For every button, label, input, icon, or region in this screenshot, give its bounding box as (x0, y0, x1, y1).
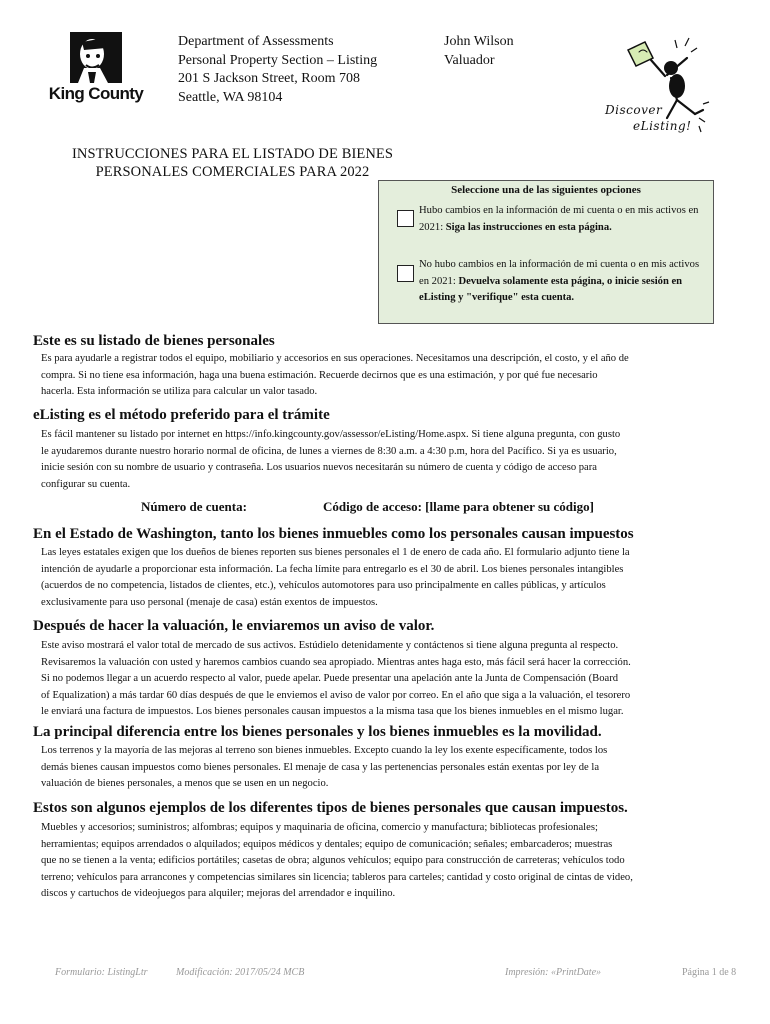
section-body: Las leyes estatales exigen que los dueños de bienes reporten sus bienes personales el 1 de enero de cada año. El formulario adjunto tiene la intención de ayudarle a proporcionar esta información. La fecha límite para entregarlo es el 30 de abril. Los bienes personales intangibles (acuerdos de no competencia, listados de clientes, etc.), vehículos automotores para uso principalmente en calles públicas, y artículos exclusivamente para uso personal (menaje de casa) están exentos de impuestos. (41, 547, 630, 608)
contact-block (444, 33, 514, 70)
department-address (178, 33, 377, 107)
section-body: Es fácil mantener su listado por internet en https://info.kingcounty.gov/assessor/eListing/Home.aspx. Si tiene alguna pregunta, con gusto le ayudaremos durante nuestro horario normal de oficina, de lunes a viernes de 8:30 a.m. a 4:30 p.m, hora del Pacífico. Si ya es usuario, inicie sesión con su nombre de usuario y contraseña. Los usuarios nuevos necesitarán su número de cuenta y código de acceso para configurar su cuenta. (41, 429, 621, 490)
options-heading: Seleccione una de las siguientes opciones (451, 184, 641, 196)
section-heading: Estos son algunos ejemplos de los diferentes tipos de bienes personales que causan impuestos. (33, 800, 628, 816)
king-county-portrait-icon (44, 32, 148, 84)
footer-form: Formulario: ListingLtr (55, 967, 148, 978)
option-changes-checkbox[interactable] (397, 210, 414, 227)
section-body: Este aviso mostrará el valor total de mercado de sus activos. Estúdielo detenidamente y contáctenos si tiene alguna pregunta al respecto. Revisaremos la valuación con usted y haremos cambios cuando sea apropiado. Mientras antes haga esto, más fácil será hacer la corrección. Si no podemos llegar a un acuerdo respecto al valor, puede apelar. Puede presentar una apelación ante la Junta de Compensación (Board of Equalization) a más tardar 60 días después de que le enviemos el aviso de valor por correo. En el año que siga a la valuación, el tesorero le enviará una factura de impuestos. Los bienes personales causan impuestos a la misma tasa que los bienes inmuebles en el mismo lugar. (41, 640, 631, 717)
section-body: Es para ayudarle a registrar todos el equipo, mobiliario y accesorios en sus operaciones. Necesitamos una descripción, el costo, y el año de compra. Si no tiene esa información, haga una buena estimación. Recuerde decirnos que es una estimación, y por qué fue necesario hacerla. Esta información se utiliza para calcular un valor tasado. (41, 353, 629, 397)
address-line: Department of Assessments (178, 34, 334, 49)
contact-name: John Wilson (444, 34, 514, 49)
footer-modified: Modificación: 2017/05/24 MCB (176, 967, 305, 978)
access-code-label: Código de acceso: [llame para obtener su código] (323, 499, 594, 514)
option-no-changes-checkbox[interactable] (397, 265, 414, 282)
section-heading: eListing es el método preferido para el trámite (33, 407, 330, 423)
section-heading: La principal diferencia entre los bienes personales y los bienes inmuebles es la movilidad. (33, 724, 602, 740)
page-title: INSTRUCCIONES PARA EL LISTADO DE BIENES PERSONALES COMERCIALES PARA 2022 (71, 146, 394, 180)
section-heading: En el Estado de Washington, tanto los bienes inmuebles como los personales causan impuestos (33, 526, 634, 542)
king-county-logo (44, 32, 148, 104)
account-number-label: Número de cuenta: (141, 499, 247, 514)
contact-role: Valuador (444, 52, 495, 68)
options-box (378, 180, 714, 324)
footer-printed: Impresión: «PrintDate» (505, 967, 602, 978)
discover-caption: Discover eListing! (605, 103, 692, 133)
section-body: Muebles y accesorios; suministros; alfombras; equipos y maquinaria de oficina, comercio y manufactura; bibliotecas profesionales; herramientas; equipos arrendados o alquilados; equipos médicos y dentales; equipo de comunicación; señales; embarcaderos; muestras que no se tienen a la venta; edificios portátiles; casetas de obra; algunos vehículos; equipo para construcción de carreteras; vehículos todo terreno; vehículos para arrancones y competencias similares sin licencia; tableros para carteles; cantidad y costo original de cintas de video, discos y cartuchos de videojuegos para alquiler; mejoras del arrendador e inquilino. (41, 822, 633, 899)
address-line: 201 S Jackson Street, Room 708 (178, 71, 360, 86)
section-heading: Este es su listado de bienes personales (33, 333, 275, 349)
address-line: Seattle, WA 98104 (178, 89, 283, 105)
option-no-changes-text: No hubo cambios en la información de mi cuenta o en mis activos en 2021: Devuelva solamente esta página, o inicie sesión en eListing y "verifique" esta cuenta. (419, 259, 700, 303)
logo-text: King County (48, 84, 144, 103)
section-body: Los terrenos y la mayoría de las mejoras al terreno son bienes inmuebles. Excepto cuando la ley los exente específicamente, todos los demás bienes causan impuestos como bienes personales. El menaje de casa y las pertenencias personales están exentas por ley de la valuación de bienes personales, a menos que se usen en un negocio. (41, 745, 608, 789)
option-changes-text: Hubo cambios en la información de mi cuenta o en mis activos en 2021: Siga las instrucciones en esta página. (419, 205, 699, 233)
discover-elisting-graphic (595, 30, 715, 140)
address-line: Personal Property Section – Listing (178, 52, 378, 68)
footer-page-number: Página 1 de 8 (682, 967, 737, 978)
section-heading: Después de hacer la valuación, le enviaremos un aviso de valor. (33, 618, 435, 634)
